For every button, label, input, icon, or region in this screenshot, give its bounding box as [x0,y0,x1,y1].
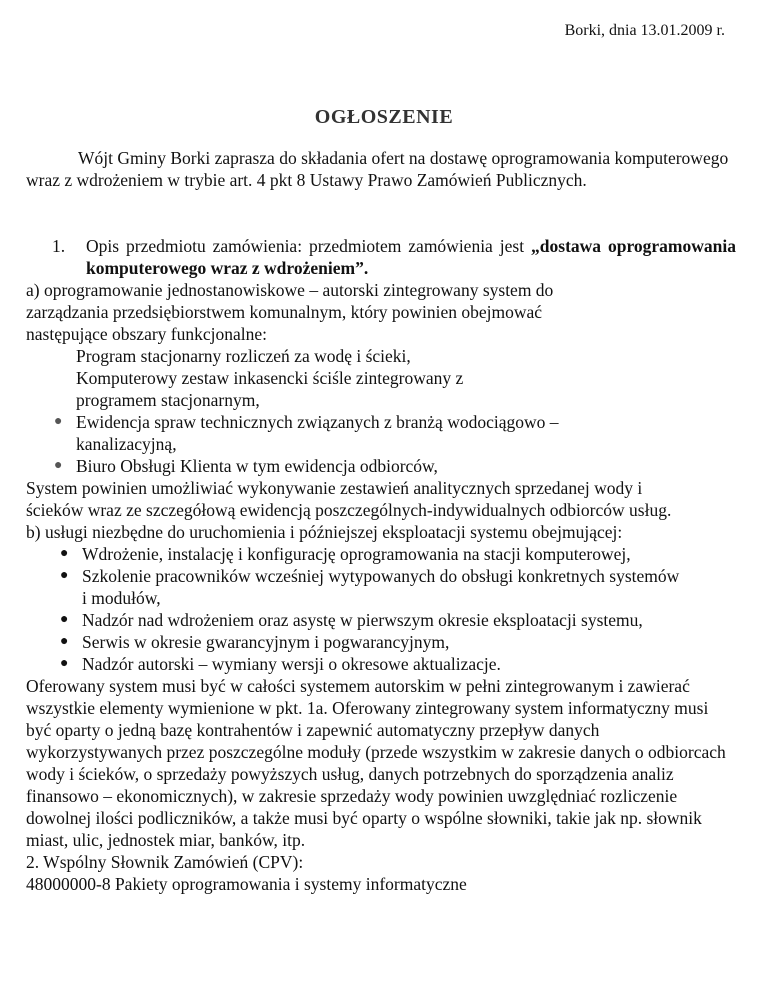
section-1-body [86,235,736,279]
section-a-summary: System powinien umożliwiać wykonywanie zestawień analitycznych sprzedanej wody i ścieków wraz ze szczegółową ewidencją poszczególnych-indywidualnych odbiorców usług. [26,478,672,520]
cpv-heading: 2. Wspólny Słownik Zamówień (CPV): [26,852,304,872]
section-a-bullet-list [54,411,736,477]
plain-item: Komputerowy zestaw inkasencki ściśle zintegrowany z programem stacjonarnym, [76,368,464,410]
list-item-text: Nadzór autorski – wymiany wersji o okresowe aktualizacje. [82,654,501,674]
list-item-text: Serwis w okresie gwarancyjnym i pogwarancyjnym, [82,632,450,652]
bullet-icon: ● [60,634,69,649]
bullet-icon: ● [54,414,63,429]
list-item [60,631,736,653]
intro-paragraph [26,147,736,191]
list-item-text: Biuro Obsługi Klienta w tym ewidencja odbiorców, [76,456,438,476]
intro-text: Wójt Gminy Borki zaprasza do składania ofert na dostawę oprogramowania komputerowego wraz z wdrożeniem w trybie art. 4 pkt 8 Ustawy Prawo Zamówień Publicznych. [26,148,729,190]
section-1-bold-text: „dostawa oprogramowania komputerowego wraz z wdrożeniem”. [86,236,736,278]
section-b-bullet-list [60,543,736,675]
offer-paragraph: Oferowany system musi być w całości systemem autorskim w pełni zintegrowanym i zawierać wszystkie elementy wymienione w pkt. 1a. Oferowany zintegrowany system informatyczny musi być oparty o jedną bazę kontrahentów i zapewnić automatyczny przepływ danych wykorzystywanych przez poszczególne moduły (przede wszystkim w zakresie danych o odbiorcach wody i ścieków, o sprzedaży powyższych usług, danych potrzebnych do sporządzenia analiz finansowo – ekonomicznych), w zakresie sprzedaży wody powinien uwzględniać rozliczenie dowolnej ilości podliczników, a także musi być oparty o wspólne słowniki, takie jak np. słownik miast, ulic, jednostek miar, banków, itp. [26,676,726,850]
list-item [60,609,736,631]
list-item [60,653,736,675]
list-item-text: Nadzór nad wdrożeniem oraz asystę w pierwszym okresie eksploatacji systemu, [82,610,643,630]
list-item [60,543,736,565]
document-date: Borki, dnia 13.01.2009 r. [564,22,725,39]
section-a-line: zarządzania przedsiębiorstwem komunalnym, który powinien obejmować [26,302,543,322]
section-a [26,279,736,895]
document-title: OGŁOSZENIE [314,106,454,128]
bullet-icon: ● [60,546,69,561]
cpv-code-line: 48000000-8 Pakiety oprogramowania i systemy informatyczne [26,874,467,894]
bullet-icon: ● [60,656,69,671]
list-item-text: Ewidencja spraw technicznych związanych z branżą wodociągowo – kanalizacyjną, [76,412,559,454]
section-1-text: Opis przedmiotu zamówienia: przedmiotem zamówienia jest [86,236,532,256]
list-item [54,455,736,477]
section-a-line: a) oprogramowanie jednostanowiskowe – autorski zintegrowany system do [26,280,554,300]
bullet-icon: ● [60,568,69,583]
bullet-icon: ● [54,458,63,473]
section-1-number: 1. [52,236,66,256]
list-item [60,565,736,609]
section-a-line: następujące obszary funkcjonalne: [26,324,268,344]
list-item-text: Szkolenie pracowników wcześniej wytypowanych do obsługi konkretnych systemów i modułów, [82,566,680,608]
section-1 [52,235,736,279]
list-item-text: Wdrożenie, instalację i konfigurację oprogramowania na stacji komputerowej, [82,544,631,564]
section-a-plain-list [76,345,736,411]
section-b-intro: b) usługi niezbędne do uruchomienia i późniejszej eksploatacji systemu obejmującej: [26,522,623,542]
list-item [54,411,736,455]
plain-item: Program stacjonarny rozliczeń za wodę i ścieki, [76,346,411,366]
bullet-icon: ● [60,612,69,627]
